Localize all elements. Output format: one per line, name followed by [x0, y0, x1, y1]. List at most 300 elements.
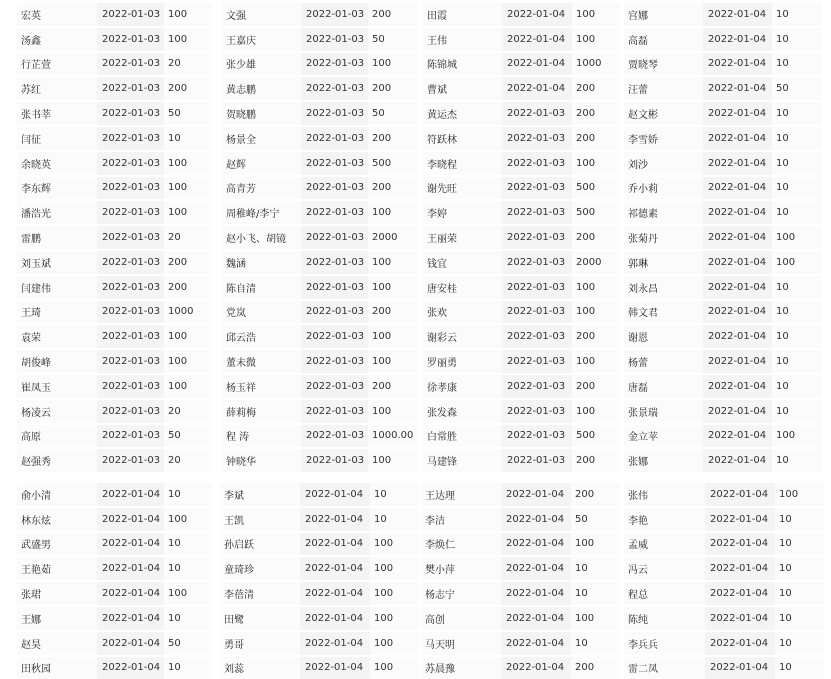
amount-cell: 10 — [775, 533, 824, 556]
table-row — [17, 77, 212, 100]
table-row — [220, 607, 418, 630]
name-cell: 李东辉 — [17, 177, 97, 200]
date-cell: 2022-01-04 — [300, 557, 370, 580]
amount-cell: 50 — [571, 508, 620, 531]
amount-cell: 100 — [772, 251, 822, 274]
name-cell: 王琦 — [17, 301, 97, 324]
table-row — [222, 102, 418, 125]
name-cell: 俞小清 — [17, 483, 97, 506]
date-cell: 2022-01-04 — [97, 582, 164, 605]
amount-cell: 200 — [368, 3, 418, 26]
date-cell: 2022-01-04 — [703, 276, 772, 299]
date-cell: 2022-01-03 — [301, 201, 368, 224]
name-cell: 崔凤玉 — [17, 375, 97, 398]
amount-cell: 100 — [164, 325, 212, 348]
table-row — [222, 375, 418, 398]
table-row — [624, 77, 822, 100]
table-row — [17, 325, 212, 348]
amount-cell: 100 — [368, 325, 418, 348]
name-cell: 李洁 — [421, 508, 501, 531]
name-cell: 胡俊峰 — [17, 350, 97, 373]
date-cell: 2022-01-03 — [301, 325, 368, 348]
name-cell: 金立苹 — [624, 425, 703, 448]
name-cell: 田秋园 — [17, 657, 97, 679]
name-cell: 薛莉梅 — [222, 400, 301, 423]
name-cell: 孙启跃 — [220, 533, 300, 556]
date-cell: 2022-01-03 — [502, 127, 572, 150]
name-cell: 陈纯 — [624, 607, 705, 630]
table-row — [624, 375, 822, 398]
amount-cell: 10 — [772, 325, 822, 348]
date-cell: 2022-01-04 — [502, 28, 572, 51]
date-cell: 2022-01-03 — [502, 276, 572, 299]
name-cell: 林东炫 — [17, 508, 97, 531]
amount-cell: 100 — [368, 449, 418, 472]
table-row — [17, 350, 212, 373]
amount-cell: 200 — [571, 483, 620, 506]
name-cell: 冯云 — [624, 557, 705, 580]
table-row — [220, 582, 418, 605]
table-row — [222, 53, 418, 76]
table-row — [624, 28, 822, 51]
column-group — [17, 480, 212, 678]
table-row — [423, 276, 620, 299]
table-row — [423, 28, 620, 51]
amount-cell: 500 — [572, 425, 620, 448]
name-cell: 赵文彬 — [624, 102, 703, 125]
name-cell: 李兵兵 — [624, 632, 705, 655]
amount-cell: 10 — [772, 28, 822, 51]
table-row — [624, 226, 822, 249]
name-cell: 张发森 — [423, 400, 502, 423]
date-cell: 2022-01-04 — [300, 483, 370, 506]
date-cell: 2022-01-03 — [502, 226, 572, 249]
table-row — [624, 425, 822, 448]
table-row — [17, 375, 212, 398]
date-cell: 2022-01-03 — [502, 375, 572, 398]
table-row — [624, 533, 824, 556]
date-cell: 2022-01-04 — [703, 127, 772, 150]
table-row — [222, 226, 418, 249]
amount-cell: 200 — [368, 177, 418, 200]
amount-cell: 50 — [164, 102, 212, 125]
name-cell: 高青芳 — [222, 177, 301, 200]
date-cell: 2022-01-03 — [97, 53, 164, 76]
table-row — [222, 177, 418, 200]
date-cell: 2022-01-04 — [703, 3, 772, 26]
table-row — [624, 53, 822, 76]
date-cell: 2022-01-03 — [301, 276, 368, 299]
date-cell: 2022-01-04 — [300, 632, 370, 655]
date-cell: 2022-01-03 — [97, 301, 164, 324]
name-cell: 余晓英 — [17, 152, 97, 175]
table-row — [624, 557, 824, 580]
table-row — [220, 483, 418, 506]
amount-cell: 100 — [572, 152, 620, 175]
amount-cell: 10 — [772, 53, 822, 76]
table-row — [423, 127, 620, 150]
name-cell: 杨景全 — [222, 127, 301, 150]
amount-cell: 100 — [370, 533, 418, 556]
name-cell: 闫征 — [17, 127, 97, 150]
date-cell: 2022-01-03 — [301, 77, 368, 100]
amount-cell: 10 — [775, 557, 824, 580]
amount-cell: 10 — [772, 276, 822, 299]
table-row — [423, 425, 620, 448]
name-cell: 杨志宁 — [421, 582, 501, 605]
table-row — [624, 152, 822, 175]
date-cell: 2022-01-03 — [301, 375, 368, 398]
amount-cell: 10 — [164, 557, 212, 580]
table-row — [624, 350, 822, 373]
date-cell: 2022-01-04 — [501, 508, 571, 531]
amount-cell: 50 — [772, 77, 822, 100]
name-cell: 雷二凤 — [624, 657, 705, 679]
date-cell: 2022-01-03 — [97, 449, 164, 472]
table-row — [17, 152, 212, 175]
table-row — [220, 657, 418, 679]
name-cell: 李焕仁 — [421, 533, 501, 556]
date-cell: 2022-01-04 — [705, 508, 775, 531]
amount-cell: 100 — [772, 226, 822, 249]
name-cell: 李艳 — [624, 508, 705, 531]
table-row — [423, 77, 620, 100]
amount-cell: 10 — [775, 582, 824, 605]
table-row — [17, 632, 212, 655]
table-row — [222, 425, 418, 448]
name-cell: 宫娜 — [624, 3, 703, 26]
table-row — [624, 582, 824, 605]
name-cell: 行芷萱 — [17, 53, 97, 76]
date-cell: 2022-01-04 — [703, 449, 772, 472]
table-row — [624, 177, 822, 200]
amount-cell: 100 — [164, 177, 212, 200]
amount-cell: 10 — [772, 449, 822, 472]
name-cell: 孟威 — [624, 533, 705, 556]
table-row — [220, 508, 418, 531]
amount-cell: 100 — [368, 251, 418, 274]
date-cell: 2022-01-04 — [501, 582, 571, 605]
name-cell: 钱宜 — [423, 251, 502, 274]
name-cell: 赵强秀 — [17, 449, 97, 472]
table-row — [624, 201, 822, 224]
amount-cell: 200 — [572, 449, 620, 472]
date-cell: 2022-01-03 — [301, 127, 368, 150]
amount-cell: 200 — [368, 77, 418, 100]
amount-cell: 200 — [572, 127, 620, 150]
date-cell: 2022-01-04 — [97, 508, 164, 531]
table-row — [220, 533, 418, 556]
date-cell: 2022-01-04 — [703, 152, 772, 175]
table-row — [421, 657, 620, 679]
amount-cell: 200 — [368, 375, 418, 398]
table-row — [17, 226, 212, 249]
amount-cell: 10 — [164, 483, 212, 506]
amount-cell: 500 — [572, 177, 620, 200]
amount-cell: 100 — [164, 375, 212, 398]
table-row — [17, 102, 212, 125]
name-cell: 董未微 — [222, 350, 301, 373]
amount-cell: 10 — [772, 152, 822, 175]
amount-cell: 100 — [572, 400, 620, 423]
date-cell: 2022-01-03 — [301, 400, 368, 423]
name-cell: 张欢 — [423, 301, 502, 324]
name-cell: 刘蕊 — [220, 657, 300, 679]
name-cell: 谢彩云 — [423, 325, 502, 348]
amount-cell: 100 — [772, 425, 822, 448]
date-cell: 2022-01-03 — [301, 152, 368, 175]
date-cell: 2022-01-04 — [703, 301, 772, 324]
table-row — [421, 483, 620, 506]
date-cell: 2022-01-03 — [502, 425, 572, 448]
name-cell: 潘浩光 — [17, 201, 97, 224]
table-row — [222, 3, 418, 26]
table-row — [423, 201, 620, 224]
amount-cell: 200 — [164, 251, 212, 274]
table-row — [421, 508, 620, 531]
table-row — [421, 582, 620, 605]
table-row — [423, 350, 620, 373]
amount-cell: 100 — [775, 483, 824, 506]
date-cell: 2022-01-03 — [301, 449, 368, 472]
amount-cell: 2000 — [572, 251, 620, 274]
amount-cell: 100 — [368, 276, 418, 299]
amount-cell: 100 — [370, 657, 418, 679]
table-row — [17, 508, 212, 531]
date-cell: 2022-01-03 — [502, 301, 572, 324]
date-cell: 2022-01-03 — [301, 177, 368, 200]
date-cell: 2022-01-03 — [502, 251, 572, 274]
amount-cell: 10 — [772, 301, 822, 324]
date-cell: 2022-01-03 — [301, 251, 368, 274]
date-cell: 2022-01-04 — [97, 632, 164, 655]
name-cell: 王艳茹 — [17, 557, 97, 580]
amount-cell: 1000 — [164, 301, 212, 324]
name-cell: 苏红 — [17, 77, 97, 100]
date-cell: 2022-01-04 — [703, 251, 772, 274]
amount-cell: 100 — [164, 201, 212, 224]
amount-cell: 200 — [164, 77, 212, 100]
name-cell: 童琦珍 — [220, 557, 300, 580]
name-cell: 唐磊 — [624, 375, 703, 398]
table-row — [222, 449, 418, 472]
date-cell: 2022-01-04 — [703, 201, 772, 224]
name-cell: 贾晓琴 — [624, 53, 703, 76]
date-cell: 2022-01-03 — [502, 201, 572, 224]
date-cell: 2022-01-03 — [97, 3, 164, 26]
table-row — [222, 276, 418, 299]
date-cell: 2022-01-03 — [97, 201, 164, 224]
name-cell: 张伟 — [624, 483, 705, 506]
date-cell: 2022-01-03 — [97, 77, 164, 100]
name-cell: 符跃林 — [423, 127, 502, 150]
name-cell: 陈自清 — [222, 276, 301, 299]
date-cell: 2022-01-04 — [97, 483, 164, 506]
name-cell: 王娜 — [17, 607, 97, 630]
name-cell: 赵小飞、胡镜 — [222, 226, 301, 249]
name-cell: 黄志鹏 — [222, 77, 301, 100]
amount-cell: 10 — [772, 350, 822, 373]
amount-cell: 200 — [572, 375, 620, 398]
table-row — [17, 557, 212, 580]
table-row — [17, 425, 212, 448]
amount-cell: 10 — [164, 607, 212, 630]
name-cell: 乔小莉 — [624, 177, 703, 200]
name-cell: 王达理 — [421, 483, 501, 506]
amount-cell: 1000 — [572, 53, 620, 76]
date-cell: 2022-01-04 — [703, 425, 772, 448]
name-cell: 樊小萍 — [421, 557, 501, 580]
date-cell: 2022-01-03 — [97, 325, 164, 348]
date-cell: 2022-01-03 — [97, 152, 164, 175]
amount-cell: 100 — [370, 632, 418, 655]
table-row — [624, 449, 822, 472]
name-cell: 闫建伟 — [17, 276, 97, 299]
name-cell: 李晓程 — [423, 152, 502, 175]
name-cell: 杨凌云 — [17, 400, 97, 423]
date-cell: 2022-01-04 — [502, 77, 572, 100]
table-row — [17, 449, 212, 472]
amount-cell: 100 — [370, 557, 418, 580]
date-cell: 2022-01-04 — [703, 226, 772, 249]
date-cell: 2022-01-04 — [501, 657, 571, 679]
name-cell: 谢先旺 — [423, 177, 502, 200]
date-cell: 2022-01-03 — [301, 28, 368, 51]
amount-cell: 10 — [571, 557, 620, 580]
date-cell: 2022-01-04 — [705, 557, 775, 580]
amount-cell: 10 — [772, 127, 822, 150]
table-row — [17, 201, 212, 224]
amount-cell: 100 — [164, 508, 212, 531]
table-row — [423, 301, 620, 324]
name-cell: 张娜 — [624, 449, 703, 472]
date-cell: 2022-01-03 — [97, 400, 164, 423]
name-cell: 高创 — [421, 607, 501, 630]
amount-cell: 100 — [572, 276, 620, 299]
date-cell: 2022-01-04 — [97, 657, 164, 679]
amount-cell: 100 — [368, 350, 418, 373]
date-cell: 2022-01-04 — [703, 400, 772, 423]
name-cell: 张少雄 — [222, 53, 301, 76]
name-cell: 魏涵 — [222, 251, 301, 274]
amount-cell: 100 — [572, 350, 620, 373]
date-cell: 2022-01-04 — [703, 28, 772, 51]
amount-cell: 20 — [164, 226, 212, 249]
table-row — [222, 301, 418, 324]
amount-cell: 20 — [164, 400, 212, 423]
amount-cell: 100 — [368, 201, 418, 224]
name-cell: 汪蕾 — [624, 77, 703, 100]
date-cell: 2022-01-04 — [705, 607, 775, 630]
name-cell: 张珺 — [17, 582, 97, 605]
date-cell: 2022-01-03 — [301, 226, 368, 249]
name-cell: 黄运杰 — [423, 102, 502, 125]
name-cell: 雷鹏 — [17, 226, 97, 249]
name-cell: 马天明 — [421, 632, 501, 655]
amount-cell: 500 — [368, 152, 418, 175]
table-row — [17, 276, 212, 299]
table-row — [17, 28, 212, 51]
table-row — [17, 127, 212, 150]
amount-cell: 10 — [772, 400, 822, 423]
date-cell: 2022-01-03 — [502, 449, 572, 472]
table-row — [423, 177, 620, 200]
amount-cell: 200 — [572, 325, 620, 348]
amount-cell: 100 — [164, 152, 212, 175]
column-group — [624, 480, 824, 678]
table-row — [222, 28, 418, 51]
table-row — [423, 53, 620, 76]
amount-cell: 10 — [775, 508, 824, 531]
name-cell: 陈锦城 — [423, 53, 502, 76]
table-row — [423, 102, 620, 125]
date-cell: 2022-01-04 — [705, 483, 775, 506]
table-row — [17, 177, 212, 200]
name-cell: 高磊 — [624, 28, 703, 51]
amount-cell: 50 — [164, 632, 212, 655]
date-cell: 2022-01-04 — [300, 508, 370, 531]
name-cell: 王丽荣 — [423, 226, 502, 249]
name-cell: 马建锋 — [423, 449, 502, 472]
amount-cell: 100 — [370, 582, 418, 605]
name-cell: 李斌 — [220, 483, 300, 506]
date-cell: 2022-01-04 — [703, 375, 772, 398]
name-cell: 钟晓华 — [222, 449, 301, 472]
name-cell: 张菊丹 — [624, 226, 703, 249]
name-cell: 贺晓鹏 — [222, 102, 301, 125]
amount-cell: 100 — [571, 533, 620, 556]
table-row — [423, 226, 620, 249]
name-cell: 文强 — [222, 3, 301, 26]
amount-cell: 100 — [164, 350, 212, 373]
amount-cell: 100 — [572, 301, 620, 324]
column-group — [17, 0, 212, 471]
name-cell: 田霞 — [423, 3, 502, 26]
name-cell: 白常胜 — [423, 425, 502, 448]
amount-cell: 10 — [772, 3, 822, 26]
table-row — [220, 557, 418, 580]
amount-cell: 10 — [772, 177, 822, 200]
table-row — [624, 483, 824, 506]
name-cell: 赵昊 — [17, 632, 97, 655]
name-cell: 王凯 — [220, 508, 300, 531]
amount-cell: 10 — [164, 533, 212, 556]
amount-cell: 100 — [370, 607, 418, 630]
amount-cell: 20 — [164, 53, 212, 76]
amount-cell: 10 — [775, 657, 824, 679]
name-cell: 袁荣 — [17, 325, 97, 348]
name-cell: 赵辉 — [222, 152, 301, 175]
amount-cell: 100 — [572, 28, 620, 51]
date-cell: 2022-01-04 — [501, 533, 571, 556]
bottom-donation-table — [0, 480, 831, 678]
name-cell: 邱云浩 — [222, 325, 301, 348]
name-cell: 汤鑫 — [17, 28, 97, 51]
table-row — [624, 607, 824, 630]
name-cell: 张书莘 — [17, 102, 97, 125]
date-cell: 2022-01-04 — [501, 632, 571, 655]
date-cell: 2022-01-04 — [703, 102, 772, 125]
date-cell: 2022-01-04 — [703, 53, 772, 76]
name-cell: 宏英 — [17, 3, 97, 26]
date-cell: 2022-01-03 — [97, 251, 164, 274]
date-cell: 2022-01-03 — [301, 53, 368, 76]
amount-cell: 200 — [572, 226, 620, 249]
date-cell: 2022-01-04 — [300, 533, 370, 556]
name-cell: 周稚峰/李宁 — [222, 201, 301, 224]
date-cell: 2022-01-04 — [703, 325, 772, 348]
name-cell: 王伟 — [423, 28, 502, 51]
